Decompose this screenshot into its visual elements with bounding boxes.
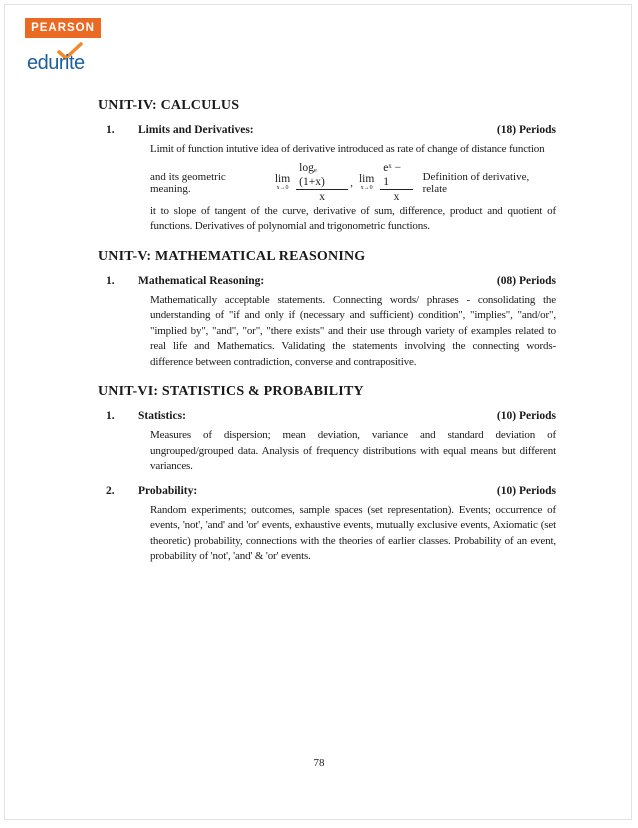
unit-heading: UNIT-IV: CALCULUS	[98, 98, 240, 113]
topic-description: Limit of function intutive idea of derivative introduced as rate of change of distance function	[150, 143, 545, 155]
fraction-denominator: x	[393, 191, 400, 203]
topic-title: Mathematical Reasoning:	[138, 274, 265, 287]
topic-description: Measures of dispersion; mean deviation, variance and standard deviation of ungrouped/grouped data. Analysis of frequency distributions with equal means but different variances.	[150, 429, 556, 472]
topic-description: Random experiments; outcomes, sample spaces (set representation). Events; occurrence of events, 'not', 'and' and 'or' events, exhaustive events, mutually exclusive events, Axiomatic (set theoretic) probability, connections with the theories of earlier classes. Probability of an event, probability of 'not', 'and' & 'or' events.	[150, 503, 556, 562]
unit-section-calculus	[98, 97, 556, 235]
fraction-numerator: logₑ (1+x)	[296, 161, 348, 190]
topic-title: Limits and Derivatives:	[138, 124, 254, 136]
fraction-numerator: eˣ − 1	[380, 161, 412, 190]
lim-word: lim	[274, 173, 291, 185]
topic-periods: (10) Periods	[496, 484, 556, 497]
formula-comma: ,	[350, 176, 353, 189]
topic-periods: (18) Periods	[496, 124, 556, 136]
topic-periods: (08) Periods	[496, 274, 556, 287]
topic-number: 1.	[106, 124, 115, 136]
document-page	[4, 4, 632, 820]
page-number: 78	[313, 757, 325, 769]
unit-heading: UNIT-V: MATHEMATICAL REASONING	[98, 248, 366, 264]
formula-tail-text: Definition of derivative, relate	[422, 170, 530, 195]
topic-row	[98, 485, 556, 497]
topic-number: 2.	[106, 484, 115, 497]
lim-subscript: x→0	[360, 185, 373, 191]
unit-section-mathematical-reasoning	[98, 248, 556, 371]
topic-description: Mathematically acceptable statements. Connecting words/ phrases - consolidating the understanding of "if and only if (necessary and sufficient) condition", "implies", "and/or", "implied by", "and", "or", "there exists" and their use through variety of examples related to real life and Mathematics. Validating the statements involving the connecting words- difference between contradiction, converse and contrapositive.	[150, 293, 556, 368]
formula-lead-text: and its geometric meaning.	[150, 170, 226, 195]
topic-row	[98, 410, 556, 422]
topic-description: it to slope of tangent of the curve, derivative of sum, difference, product and quotient of functions. Derivatives of polynomial and trigonometric functions.	[150, 204, 556, 232]
unit-heading: UNIT-VI: STATISTICS & PROBABILITY	[98, 384, 364, 399]
topic-number: 1.	[106, 274, 115, 287]
fraction-denominator: x	[319, 191, 326, 203]
topic-title: Statistics:	[138, 410, 186, 422]
topic-row	[98, 275, 556, 287]
topic-periods: (10) Periods	[496, 410, 556, 422]
edurite-logo: edurite	[27, 52, 85, 74]
topic-number: 1.	[106, 410, 115, 422]
topic-title: Probability:	[138, 484, 198, 497]
lim-subscript: x→0	[276, 185, 289, 191]
limit-operator	[275, 173, 290, 192]
topic-row	[98, 124, 556, 136]
fraction-exp	[380, 161, 412, 204]
limit-operator	[359, 173, 374, 192]
fraction-log	[296, 161, 348, 204]
syllabus-content	[98, 97, 556, 565]
unit-section-statistics-probability	[98, 383, 556, 565]
limits-formula-line	[150, 164, 556, 202]
lim-word: lim	[358, 173, 375, 185]
pearson-logo: PEARSON	[25, 18, 101, 38]
